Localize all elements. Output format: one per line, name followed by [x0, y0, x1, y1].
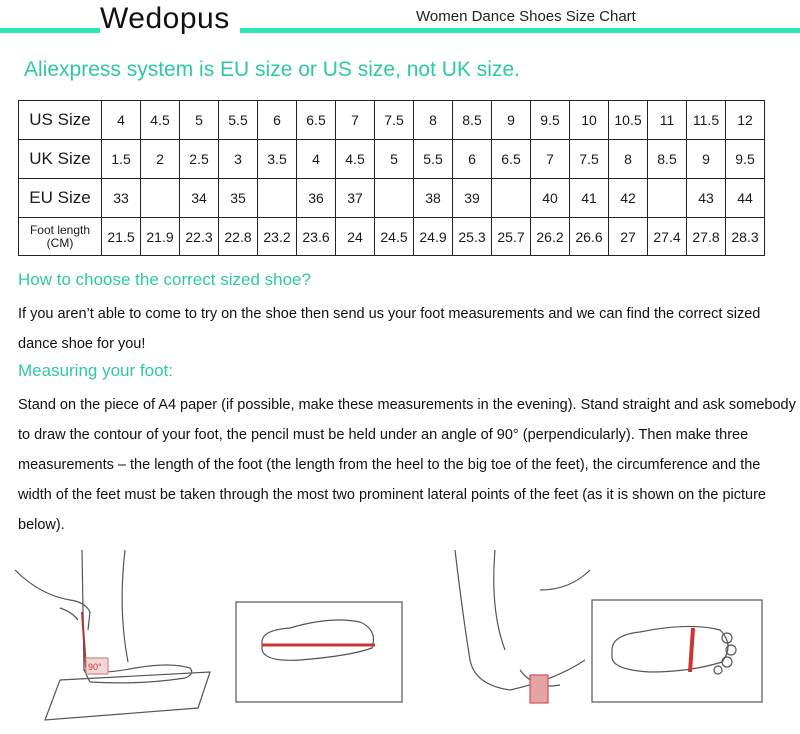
table-cell: 39	[453, 179, 492, 218]
angle-label: 90°	[88, 662, 102, 672]
table-cell: 7.5	[375, 101, 414, 140]
table-cell: 2.5	[180, 140, 219, 179]
paragraph-measuring: Stand on the piece of A4 paper (if possible, make these measurements in the evening). Stand straight and ask somebody to draw the contour of your foot, the pencil must be held under an angle of 90° (perpendicularly). Then make three measurements – the length of the foot (the length from the heel to the big toe of the feet), the circumference and the width of the feet must be taken through the most two prominent lateral points of the feet (as it is shown on the picture below).	[18, 397, 796, 533]
table-cell: 6.5	[492, 140, 531, 179]
table-cell: 8	[414, 101, 453, 140]
table-cell	[492, 179, 531, 218]
table-cell	[375, 179, 414, 218]
table-cell: 42	[609, 179, 648, 218]
header-line-left	[0, 28, 100, 33]
foot-measuring-illustrations	[0, 550, 800, 734]
table-cell: 5	[180, 101, 219, 140]
row-header-line1: Foot length	[29, 222, 91, 237]
table-cell: 4.5	[336, 140, 375, 179]
table-cell: 22.8	[219, 218, 258, 256]
table-cell: 26.2	[531, 218, 570, 256]
table-cell: 8.5	[453, 101, 492, 140]
table-cell: 23.6	[297, 218, 336, 256]
row-header: EU Size	[19, 179, 102, 218]
table-cell: 44	[726, 179, 765, 218]
table-cell: 11.5	[687, 101, 726, 140]
table-cell: 34	[180, 179, 219, 218]
table-cell: 3	[219, 140, 258, 179]
table-cell: 9	[687, 140, 726, 179]
table-cell: 26.6	[570, 218, 609, 256]
table-cell	[141, 179, 180, 218]
table-cell: 4	[102, 101, 141, 140]
section-title-measuring: Measuring your foot:	[18, 361, 173, 380]
table-cell: 5	[375, 140, 414, 179]
table-cell	[258, 179, 297, 218]
table-cell: 21.9	[141, 218, 180, 256]
paragraph-choose: If you aren’t able to come to try on the shoe then send us your foot measurements and we can find the correct sized dance shoe for you!	[18, 306, 761, 352]
table-cell: 24	[336, 218, 375, 256]
table-cell: 11	[648, 101, 687, 140]
table-cell: 4	[297, 140, 336, 179]
row-header: UK Size	[19, 140, 102, 179]
table-cell: 33	[102, 179, 141, 218]
table-cell: 27.8	[687, 218, 726, 256]
hand-drawing-illustration	[15, 550, 210, 720]
row-header: US Size	[19, 101, 102, 140]
table-cell: 3.5	[258, 140, 297, 179]
row-header-line2: (CM)	[46, 235, 74, 250]
table-cell: 23.2	[258, 218, 297, 256]
table-cell: 43	[687, 179, 726, 218]
table-row	[19, 140, 765, 179]
table-cell	[648, 179, 687, 218]
brand-logo: Wedopus	[100, 2, 230, 35]
table-cell: 27.4	[648, 218, 687, 256]
table-cell: 25.3	[453, 218, 492, 256]
size-table	[18, 100, 765, 256]
table-cell: 6	[258, 101, 297, 140]
table-cell: 40	[531, 179, 570, 218]
table-cell: 12	[726, 101, 765, 140]
table-cell: 1.5	[102, 140, 141, 179]
table-cell: 4.5	[141, 101, 180, 140]
table-cell: 24.5	[375, 218, 414, 256]
header-line-right	[240, 28, 800, 33]
table-cell: 9.5	[726, 140, 765, 179]
table-cell: 10	[570, 101, 609, 140]
table-cell: 25.7	[492, 218, 531, 256]
table-cell: 38	[414, 179, 453, 218]
table-cell: 7.5	[570, 140, 609, 179]
table-cell: 6.5	[297, 101, 336, 140]
section-title-choose: How to choose the correct sized shoe?	[18, 270, 311, 289]
table-cell: 5.5	[219, 101, 258, 140]
chart-title: Women Dance Shoes Size Chart	[416, 8, 636, 25]
table-cell: 2	[141, 140, 180, 179]
table-row	[19, 101, 765, 140]
table-row	[19, 179, 765, 218]
table-cell: 41	[570, 179, 609, 218]
table-cell: 8.5	[648, 140, 687, 179]
table-cell: 35	[219, 179, 258, 218]
table-cell: 9	[492, 101, 531, 140]
row-header	[19, 218, 102, 256]
size-system-note: Aliexpress system is EU size or US size, not UK size.	[24, 58, 520, 81]
table-cell: 7	[531, 140, 570, 179]
table-cell: 28.3	[726, 218, 765, 256]
foot-length-illustration	[236, 602, 402, 702]
table-cell: 37	[336, 179, 375, 218]
table-cell: 21.5	[102, 218, 141, 256]
foot-width-illustration	[592, 600, 762, 702]
table-cell: 9.5	[531, 101, 570, 140]
foot-circumference-illustration	[455, 550, 590, 703]
table-cell: 24.9	[414, 218, 453, 256]
table-cell: 5.5	[414, 140, 453, 179]
table-cell: 27	[609, 218, 648, 256]
table-cell: 6	[453, 140, 492, 179]
table-row	[19, 218, 765, 256]
table-cell: 36	[297, 179, 336, 218]
table-cell: 22.3	[180, 218, 219, 256]
table-cell: 10.5	[609, 101, 648, 140]
table-cell: 8	[609, 140, 648, 179]
table-cell: 7	[336, 101, 375, 140]
